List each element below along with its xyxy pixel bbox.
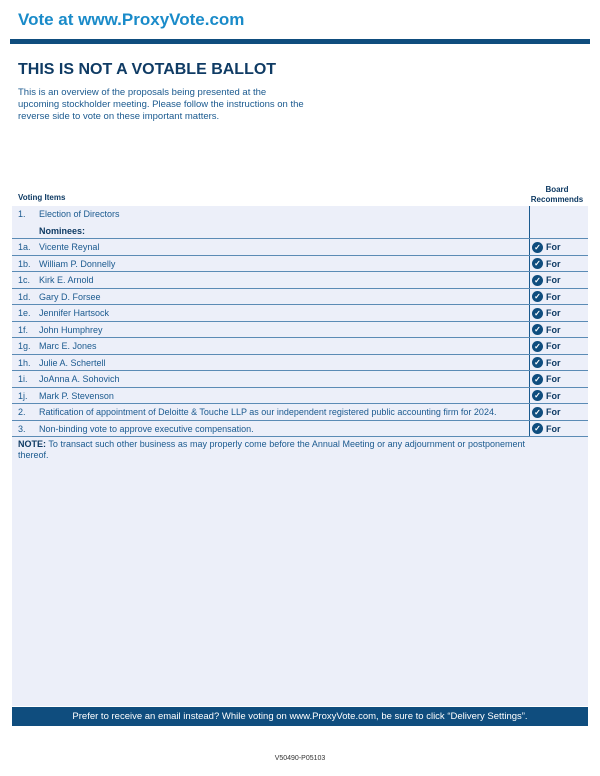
item-number: 1. (18, 209, 26, 219)
board-header-line1: Board (545, 185, 569, 194)
item-text: Marc E. Jones (39, 341, 97, 351)
item-number: 1i. (18, 374, 28, 384)
item-text: Ratification of appointment of Deloitte & Touche LLP as our independent registered public accounting firm for 2024. (39, 407, 497, 417)
board-recommendation (532, 272, 561, 289)
board-recommendation (532, 404, 561, 421)
check-circle-icon: ✓ (532, 357, 543, 368)
recommendation-label: For (546, 390, 561, 401)
item-number: 1e. (18, 308, 31, 318)
check-circle-icon: ✓ (532, 291, 543, 302)
recommendation-label: For (546, 357, 561, 368)
board-recommends-header (527, 185, 587, 204)
recommendation-label: For (546, 258, 561, 269)
table-row (12, 355, 588, 372)
recommendation-label: For (546, 423, 561, 434)
recommendation-label: For (546, 275, 561, 285)
board-recommendation (532, 338, 561, 355)
item-number: 1c. (18, 275, 31, 285)
table-row (12, 371, 588, 388)
item-text: Mark P. Stevenson (39, 390, 114, 401)
item-text: Gary D. Forsee (39, 291, 101, 302)
item-text: JoAnna A. Sohovich (39, 374, 120, 384)
item-number: 1b. (18, 258, 31, 269)
board-header-line2: Recommends (530, 194, 584, 204)
item-number: 1d. (18, 291, 31, 302)
check-circle-icon: ✓ (532, 258, 543, 269)
table-row (12, 239, 588, 256)
vote-banner: Vote at www.ProxyVote.com (18, 10, 245, 29)
board-recommendation (532, 289, 561, 306)
table-row (12, 206, 588, 223)
item-number: 1h. (18, 357, 31, 368)
item-text: Non-binding vote to approve executive compensation. (39, 423, 254, 434)
check-circle-icon: ✓ (532, 374, 543, 385)
item-number: 2. (18, 407, 26, 417)
item-number: 1a. (18, 242, 31, 252)
board-recommendation (532, 355, 561, 372)
check-circle-icon: ✓ (532, 341, 543, 352)
page-title: THIS IS NOT A VOTABLE BALLOT (18, 61, 277, 78)
table-row (12, 421, 588, 438)
recommendation-label: For (546, 242, 561, 252)
note-body: To transact such other business as may properly come before the Annual Meeting or any adjournment or postponement thereof. (18, 439, 525, 460)
item-text: Julie A. Schertell (39, 357, 106, 368)
board-recommendation (532, 388, 561, 405)
table-row (12, 388, 588, 405)
board-recommendation (532, 305, 561, 322)
table-row (12, 305, 588, 322)
board-recommendation (532, 421, 561, 438)
board-recommendation (532, 371, 561, 388)
recommendation-label: For (546, 291, 561, 302)
note-label: NOTE: (18, 439, 46, 449)
item-text: Jennifer Hartsock (39, 308, 110, 318)
board-recommendation (532, 322, 561, 339)
check-circle-icon: ✓ (532, 275, 543, 286)
recommendation-label: For (546, 324, 561, 335)
header-divider (10, 39, 590, 44)
item-number: 1f. (18, 324, 29, 335)
intro-text: This is an overview of the proposals being presented at the upcoming stockholder meeting. Please follow the instructions on the reverse side to vote on these important matters. (18, 87, 304, 122)
check-circle-icon: ✓ (532, 423, 543, 434)
item-text: Election of Directors (39, 209, 120, 219)
email-notice-bar: Prefer to receive an email instead? While voting on www.ProxyVote.com, be sure to click “Delivery Settings”. (12, 707, 588, 726)
recommendation-label: For (546, 374, 561, 384)
check-circle-icon: ✓ (532, 390, 543, 401)
table-row (12, 289, 588, 306)
table-row (12, 322, 588, 339)
check-circle-icon: ✓ (532, 407, 543, 418)
table-row (12, 404, 588, 421)
item-number: 3. (18, 423, 26, 434)
table-row (12, 272, 588, 289)
item-text: Vicente Reynal (39, 242, 100, 252)
recommendation-label: For (546, 407, 561, 417)
check-circle-icon: ✓ (532, 308, 543, 319)
table-row (12, 223, 588, 240)
table-row (12, 338, 588, 355)
board-recommendation (532, 239, 561, 256)
table-row (12, 256, 588, 273)
note-text (18, 439, 525, 461)
item-text: Nominees: (39, 225, 86, 236)
item-text: John Humphrey (39, 324, 103, 335)
check-circle-icon: ✓ (532, 324, 543, 335)
item-number: 1j. (18, 390, 28, 401)
board-recommendation (532, 256, 561, 273)
recommendation-label: For (546, 341, 561, 351)
item-number: 1g. (18, 341, 31, 351)
item-text: Kirk E. Arnold (39, 275, 94, 285)
check-circle-icon: ✓ (532, 242, 543, 253)
recommendation-label: For (546, 308, 561, 318)
voting-items-header: Voting Items (18, 193, 66, 202)
item-text: William P. Donnelly (39, 258, 116, 269)
document-code: V50490-P05103 (274, 755, 326, 762)
